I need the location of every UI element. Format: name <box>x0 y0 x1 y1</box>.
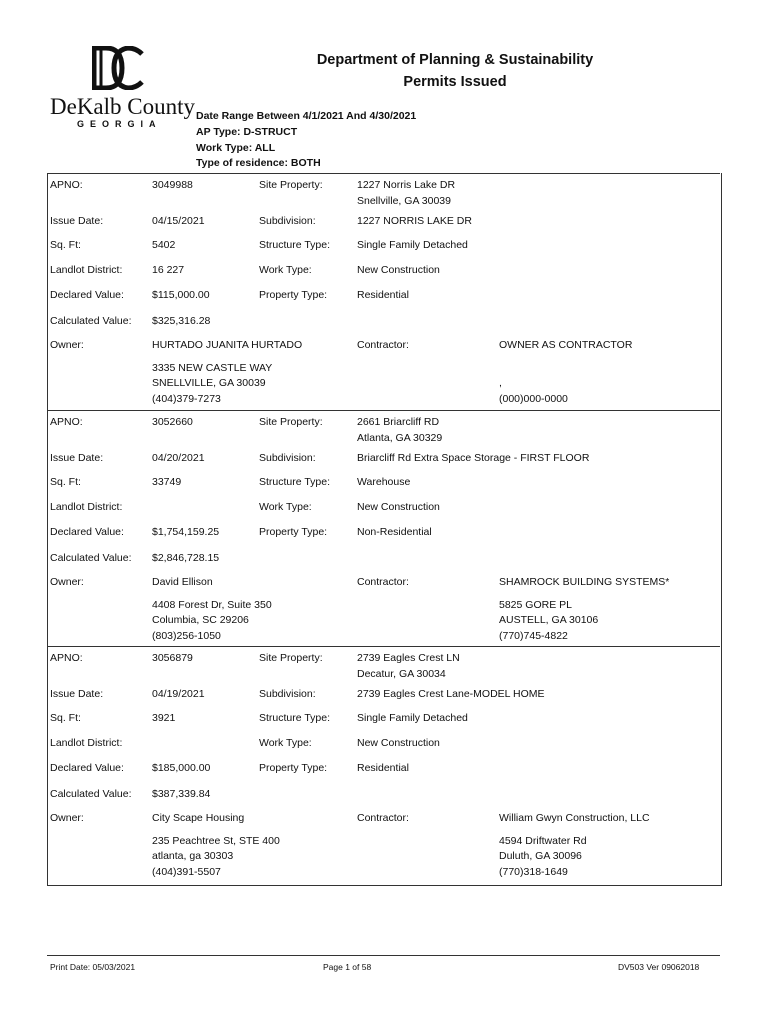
site-address-line1: 2661 Briarcliff RD <box>357 416 440 428</box>
criteria-date-range: Date Range Between 4/1/2021 And 4/30/2021 <box>196 110 417 122</box>
site-address-line1: 1227 Norris Lake DR <box>357 179 456 191</box>
owner-address-line2: SNELLVILLE, GA 30039 <box>152 377 266 389</box>
issue-date-value: 04/19/2021 <box>152 688 205 700</box>
calculated-value-value: $2,846,728.15 <box>152 552 220 564</box>
owner-address-line1: 4408 Forest Dr, Suite 350 <box>152 599 272 611</box>
site-address-line2: Snellville, GA 30039 <box>357 195 451 207</box>
owner-phone: (404)379-7273 <box>152 393 221 405</box>
site-address-line2: Decatur, GA 30034 <box>357 668 446 680</box>
issue-date-value: 04/20/2021 <box>152 452 205 464</box>
calculated-value-label: Calculated Value: <box>50 788 132 800</box>
print-date: Print Date: 05/03/2021 <box>50 962 136 972</box>
apno-label: APNO: <box>50 179 83 191</box>
contractor-address-line2: Duluth, GA 30096 <box>499 850 582 862</box>
owner-address-line2: Columbia, SC 29206 <box>152 614 249 626</box>
owner-address-line1: 235 Peachtree St, STE 400 <box>152 835 280 847</box>
landlot-label: Landlot District: <box>50 264 123 276</box>
structure-type-label: Structure Type: <box>259 712 331 724</box>
criteria-residence-type: Type of residence: BOTH <box>196 157 321 169</box>
subdivision-label: Subdivision: <box>259 688 316 700</box>
structure-type-value: Single Family Detached <box>357 239 468 251</box>
contractor-phone: (770)745-4822 <box>499 630 568 642</box>
sq-ft-value: 33749 <box>152 476 182 488</box>
declared-value-label: Declared Value: <box>50 289 124 301</box>
site-address-line1: 2739 Eagles Crest LN <box>357 652 460 664</box>
declared-value-value: $1,754,159.25 <box>152 526 220 538</box>
calculated-value-value: $325,316.28 <box>152 315 211 327</box>
owner-address-line2: atlanta, ga 30303 <box>152 850 234 862</box>
calculated-value-label: Calculated Value: <box>50 315 132 327</box>
site-address-line2: Atlanta, GA 30329 <box>357 432 443 444</box>
apno-label: APNO: <box>50 416 83 428</box>
structure-type-value: Single Family Detached <box>357 712 468 724</box>
subdivision-value: 1227 NORRIS LAKE DR <box>357 215 472 227</box>
declared-value-value: $185,000.00 <box>152 762 211 774</box>
issue-date-value: 04/15/2021 <box>152 215 205 227</box>
issue-date-label: Issue Date: <box>50 452 104 464</box>
issue-date-label: Issue Date: <box>50 688 104 700</box>
site-property-label: Site Property: <box>259 652 323 664</box>
declared-value-value: $115,000.00 <box>152 289 210 301</box>
org-state: GEORGIA <box>77 119 162 129</box>
page-title: Department of Planning & Sustainability <box>316 52 594 68</box>
sq-ft-label: Sq. Ft: <box>50 712 81 724</box>
declared-value-label: Declared Value: <box>50 526 124 538</box>
landlot-value: 16 227 <box>152 264 185 276</box>
contractor-label: Contractor: <box>357 812 409 824</box>
work-type-value: New Construction <box>357 501 440 513</box>
dekalb-logo-mark <box>92 46 144 90</box>
contractor-phone: (000)000-0000 <box>499 393 568 405</box>
contractor-name: OWNER AS CONTRACTOR <box>499 339 633 351</box>
contractor-phone: (770)318-1649 <box>499 866 568 878</box>
contractor-address-line2: , <box>499 377 502 389</box>
issue-date-label: Issue Date: <box>50 215 104 227</box>
criteria-ap-type: AP Type: D-STRUCT <box>196 126 298 138</box>
owner-name: City Scape Housing <box>152 812 245 824</box>
structure-type-value: Warehouse <box>357 476 411 488</box>
site-property-label: Site Property: <box>259 416 323 428</box>
subdivision-label: Subdivision: <box>259 215 316 227</box>
footer-divider <box>47 955 720 956</box>
owner-label: Owner: <box>50 576 84 588</box>
work-type-label: Work Type: <box>259 737 312 749</box>
criteria-work-type: Work Type: ALL <box>196 142 276 154</box>
contractor-address-line1: 4594 Driftwater Rd <box>499 835 587 847</box>
apno-value: 3049988 <box>152 179 193 191</box>
structure-type-label: Structure Type: <box>259 476 331 488</box>
owner-name: HURTADO JUANITA HURTADO <box>152 339 303 351</box>
owner-label: Owner: <box>50 812 84 824</box>
property-type-value: Residential <box>357 762 409 774</box>
property-type-value: Non-Residential <box>357 526 432 538</box>
sq-ft-value: 5402 <box>152 239 176 251</box>
landlot-label: Landlot District: <box>50 501 123 513</box>
work-type-label: Work Type: <box>259 501 312 513</box>
site-property-label: Site Property: <box>259 179 323 191</box>
owner-phone: (404)391-5507 <box>152 866 221 878</box>
owner-phone: (803)256-1050 <box>152 630 221 642</box>
sq-ft-value: 3921 <box>152 712 176 724</box>
property-type-value: Residential <box>357 289 409 301</box>
subdivision-value: 2739 Eagles Crest Lane-MODEL HOME <box>357 688 545 700</box>
declared-value-label: Declared Value: <box>50 762 124 774</box>
form-version: DV503 Ver 09062018 <box>618 962 700 972</box>
work-type-value: New Construction <box>357 264 440 276</box>
owner-label: Owner: <box>50 339 84 351</box>
property-type-label: Property Type: <box>259 762 328 774</box>
work-type-value: New Construction <box>357 737 440 749</box>
landlot-label: Landlot District: <box>50 737 123 749</box>
contractor-name: William Gwyn Construction, LLC <box>499 812 650 824</box>
structure-type-label: Structure Type: <box>259 239 331 251</box>
sq-ft-label: Sq. Ft: <box>50 476 81 488</box>
owner-address-line1: 3335 NEW CASTLE WAY <box>152 362 273 374</box>
page-subtitle: Permits Issued <box>403 74 507 90</box>
apno-value: 3056879 <box>152 652 193 664</box>
permit-record <box>47 173 720 410</box>
apno-value: 3052660 <box>152 416 193 428</box>
calculated-value-value: $387,339.84 <box>152 788 211 800</box>
permit-record <box>47 646 720 883</box>
work-type-label: Work Type: <box>259 264 312 276</box>
page-number: Page 1 of 58 <box>323 962 372 972</box>
property-type-label: Property Type: <box>259 526 328 538</box>
property-type-label: Property Type: <box>259 289 328 301</box>
org-name: DeKalb County <box>50 94 196 119</box>
apno-label: APNO: <box>50 652 83 664</box>
sq-ft-label: Sq. Ft: <box>50 239 81 251</box>
contractor-address-line1: 5825 GORE PL <box>499 599 572 611</box>
calculated-value-label: Calculated Value: <box>50 552 132 564</box>
contractor-label: Contractor: <box>357 576 409 588</box>
contractor-label: Contractor: <box>357 339 409 351</box>
contractor-name: SHAMROCK BUILDING SYSTEMS* <box>499 576 670 588</box>
permit-record <box>47 410 720 647</box>
subdivision-value: Briarcliff Rd Extra Space Storage - FIRST FLOOR <box>357 452 590 464</box>
owner-name: David Ellison <box>152 576 213 588</box>
contractor-address-line2: AUSTELL, GA 30106 <box>499 614 599 626</box>
subdivision-label: Subdivision: <box>259 452 316 464</box>
